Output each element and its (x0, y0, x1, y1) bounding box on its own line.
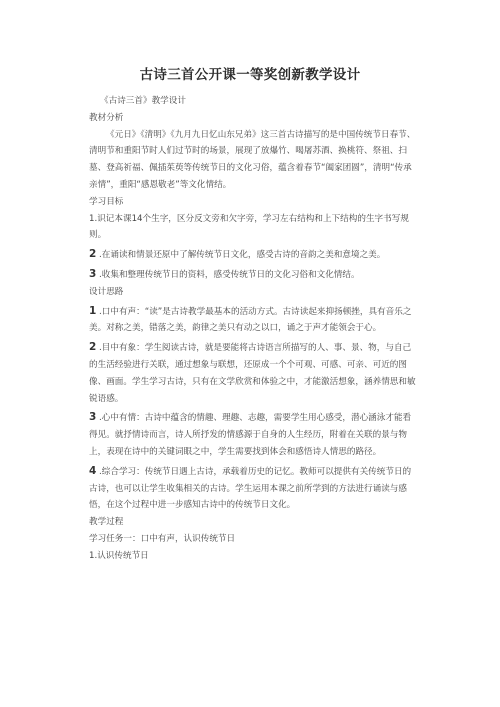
goal-item-1 (89, 211, 419, 245)
heading-textbook-analysis (89, 110, 419, 127)
goal-item-3 (89, 266, 419, 284)
heading-text: 学习目标 (89, 196, 124, 207)
item-number: 1 (89, 213, 95, 224)
paragraph-subtitle (89, 93, 419, 110)
heading-learning-goals (89, 194, 419, 211)
item-text: .识记本课14个生字，区分反文旁和欠字旁，学习左右结构和上下结构的生字书写规则。 (89, 213, 409, 241)
heading-text: 教材分析 (89, 112, 124, 123)
item-number: 1 (89, 304, 97, 317)
item-number: 2 (89, 248, 97, 261)
goal-item-2 (89, 246, 419, 264)
heading-design-ideas (89, 284, 419, 301)
item-number: 3 (89, 267, 97, 280)
item-text: .口中有声：“读”是古诗教学最基本的活动方式。古诗读起来抑扬顿挫，具有音乐之美。对称之美，错落之美，韵律之美只有动之以口，诵之于声才能领会于心。 (89, 306, 412, 334)
paragraph-text: 《元日》《清明》《九月九日忆山东兄弟》这三首古诗描写的是中国传统节日春节、清明节和重阳节时人们过节时的场景，展现了放爆竹、喝屠苏酒、换桃符、祭祖、扫墓、登高祈福、佩插茱萸等传统节日的文化习俗，蕴含着春节“阖家团圆”，清明“传承亲情”，重阳“感恩敬老”等文化情结。 (89, 129, 416, 190)
item-text: .在诵读和情景还原中了解传统节日文化，感受古诗的音韵之美和意境之美。 (99, 250, 386, 261)
task-heading (89, 531, 419, 548)
document-body (89, 93, 419, 565)
heading-text: 设计思路 (89, 286, 124, 297)
heading-teaching-process (89, 514, 419, 531)
design-item-2 (89, 339, 419, 407)
item-text: .综合学习：传统节日遇上古诗，承载着历史的记忆。教师可以提供有关传统节日的古诗，也可以让学生收集相关的古诗。学生运用本课之前所学到的方法进行诵读与感悟，在这个过程中进一步感知古诗中的传统节日文化。 (89, 466, 412, 511)
document-title: 古诗三首公开课一等奖创新教学设计 (139, 67, 361, 83)
item-text: 1.认识传统节日 (89, 550, 149, 561)
item-number: 2 (89, 341, 97, 354)
heading-text: 学习任务一：口中有声，认识传统节日 (89, 533, 236, 544)
design-item-1 (89, 303, 419, 338)
item-number: 4 (89, 464, 97, 477)
item-text: .目中有象：学生阅读古诗，就是要能将古诗语言所描写的人、事、景、物，与自己的生活经验进行关联，通过想象与联想，还原成一个个可观、可感、可亲、可近的图像、画面。学生学习古诗，只有在文学欣赏和体验之中，才能激活想象，涵养情思和敏锐语感。 (89, 343, 416, 404)
item-text: .心中有情：古诗中蕴含的情趣、理趣、志趣，需要学生用心感受，潜心涵泳才能看得见。就抒情诗而言，诗人所抒发的情感源于自身的人生经历，附着在关联的景与物上，表现在诗中的关键词眼之中，学生需要找到体会和感悟诗人情思的路径。 (89, 413, 412, 457)
item-number: 3 (89, 411, 97, 424)
design-item-4 (89, 463, 419, 514)
item-text: .收集和整理传统节日的资料，感受传统节日的文化习俗和文化情结。 (99, 269, 360, 280)
heading-text: 教学过程 (89, 517, 124, 528)
paragraph-analysis (89, 127, 419, 194)
design-item-3 (89, 409, 419, 460)
paragraph-text: 《古诗三首》教学设计 (100, 96, 186, 106)
task-item-1 (89, 548, 419, 565)
